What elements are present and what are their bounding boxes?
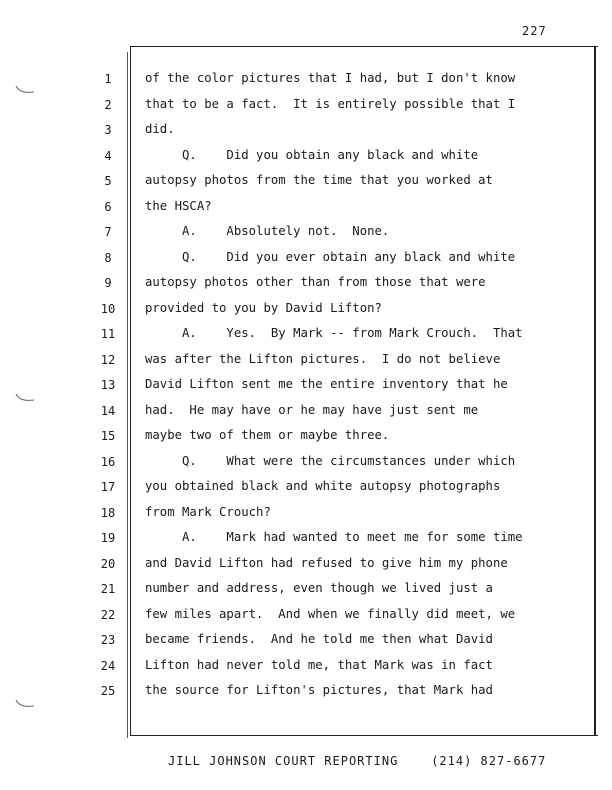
binder-hole-mark-icon bbox=[14, 392, 36, 404]
footer-reporter: JILL JOHNSON COURT REPORTING bbox=[168, 754, 399, 768]
transcript-line: of the color pictures that I had, but I don't know bbox=[145, 71, 516, 85]
transcript-line: from Mark Crouch? bbox=[145, 504, 271, 519]
frame-left-inner-rule bbox=[127, 52, 128, 738]
line-number: 22 bbox=[100, 607, 116, 622]
binder-hole-mark-icon bbox=[14, 84, 36, 96]
line-number: 1 bbox=[104, 72, 112, 86]
transcript-line: A. Absolutely not. None. bbox=[145, 224, 390, 238]
transcript-line: A. Mark had wanted to meet me for some time bbox=[145, 530, 523, 544]
transcript-line: maybe two of them or maybe three. bbox=[145, 428, 390, 442]
line-number: 15 bbox=[100, 429, 116, 443]
line-number: 21 bbox=[100, 582, 116, 596]
binder-hole-mark-icon bbox=[14, 698, 36, 710]
line-number: 23 bbox=[100, 633, 116, 647]
transcript-line: number and address, even though we lived just a bbox=[145, 581, 493, 595]
transcript-line: the source for Lifton's pictures, that Mark had bbox=[145, 683, 493, 697]
frame-right-rule bbox=[594, 46, 596, 735]
footer bbox=[168, 754, 546, 768]
transcript-line: few miles apart. And when we finally did meet, we bbox=[145, 606, 516, 621]
transcript-line: became friends. And he told me then what David bbox=[145, 632, 493, 646]
transcript-line: did. bbox=[145, 122, 175, 136]
line-number: 3 bbox=[104, 123, 112, 137]
line-number: 6 bbox=[104, 199, 112, 214]
line-number: 14 bbox=[100, 403, 116, 418]
transcript-line: had. He may have or he may have just sent me bbox=[145, 402, 479, 417]
line-number: 17 bbox=[100, 480, 116, 494]
transcript-line: David Lifton sent me the entire inventory that he bbox=[145, 377, 508, 391]
line-number: 18 bbox=[100, 505, 116, 520]
transcript-line: Lifton had never told me, that Mark was in fact bbox=[145, 657, 493, 672]
transcript-line: you obtained black and white autopsy photographs bbox=[145, 479, 501, 493]
transcript-line: autopsy photos from the time that you worked at bbox=[145, 173, 493, 187]
transcript-line: that to be a fact. It is entirely possible that I bbox=[145, 96, 516, 111]
line-number: 5 bbox=[104, 174, 112, 188]
transcript-line: provided to you by David Lifton? bbox=[145, 300, 382, 315]
transcript-line: A. Yes. By Mark -- from Mark Crouch. That bbox=[145, 326, 523, 340]
line-number: 13 bbox=[100, 378, 116, 392]
line-number: 12 bbox=[100, 352, 116, 367]
line-number: 20 bbox=[100, 556, 116, 571]
page-number: 227 bbox=[522, 24, 547, 38]
line-number: 7 bbox=[104, 225, 112, 239]
transcript-line: Q. Did you ever obtain any black and white bbox=[145, 249, 516, 264]
line-number: 10 bbox=[100, 301, 116, 316]
line-number: 2 bbox=[104, 97, 112, 112]
footer-phone: (214) 827-6677 bbox=[431, 754, 547, 768]
transcript-line: autopsy photos other than from those that were bbox=[145, 275, 486, 289]
transcript-line: the HSCA? bbox=[145, 198, 212, 213]
transcript-line: and David Lifton had refused to give him my phone bbox=[145, 555, 508, 570]
line-number: 11 bbox=[100, 327, 116, 341]
transcript-line: was after the Lifton pictures. I do not believe bbox=[145, 351, 501, 366]
line-number: 24 bbox=[100, 658, 116, 673]
transcript-line: Q. What were the circumstances under which bbox=[145, 453, 516, 468]
line-number: 9 bbox=[104, 276, 112, 290]
line-number: 25 bbox=[100, 684, 116, 698]
line-number: 4 bbox=[104, 148, 112, 163]
line-number: 16 bbox=[100, 454, 116, 469]
line-number: 19 bbox=[100, 531, 116, 545]
transcript-line: Q. Did you obtain any black and white bbox=[145, 147, 479, 162]
line-number: 8 bbox=[104, 250, 112, 265]
